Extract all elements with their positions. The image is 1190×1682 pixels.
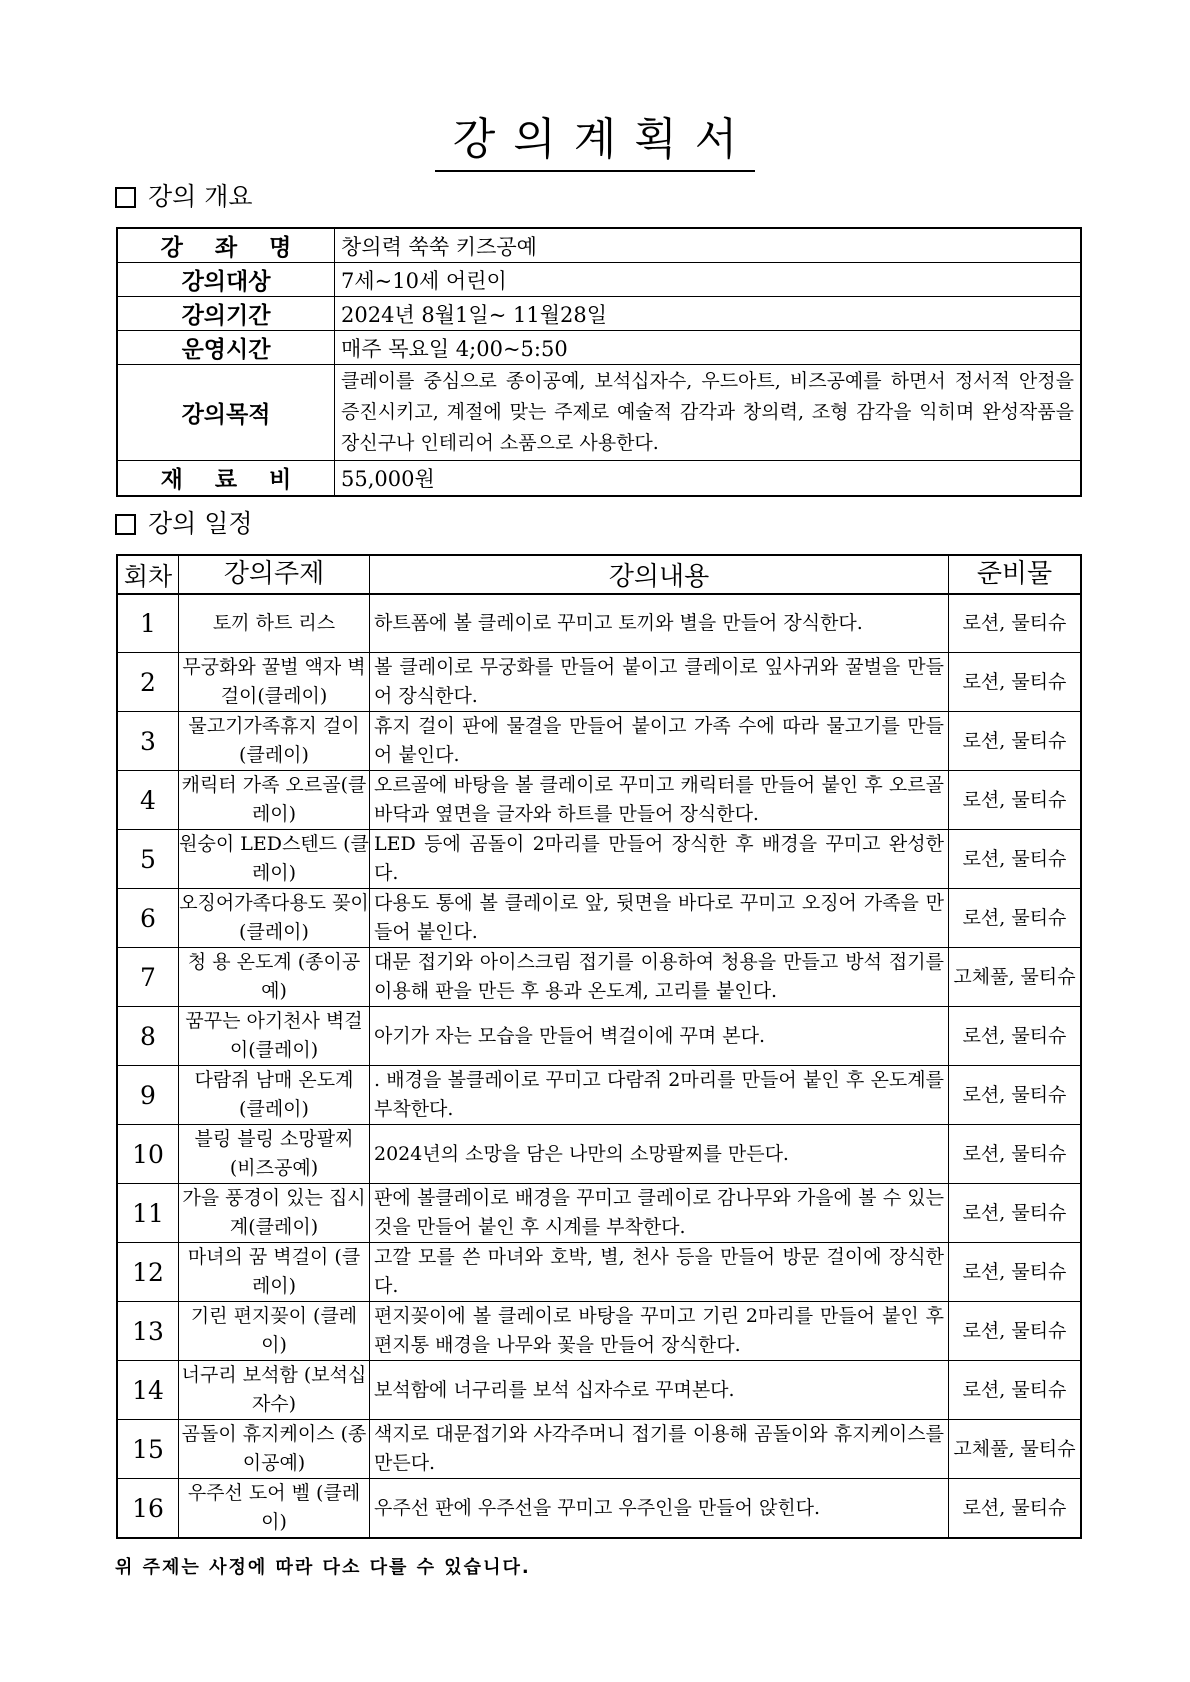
schedule-num-cell: 12	[117, 1243, 179, 1302]
schedule-heading	[115, 507, 253, 541]
overview-value: 7세~10세 어린이	[335, 263, 1082, 297]
schedule-content-cell: 아기가 자는 모습을 만들어 벽걸이에 꾸며 본다.	[370, 1007, 949, 1066]
schedule-num-cell: 5	[117, 830, 179, 889]
overview-row	[117, 365, 1081, 461]
schedule-row	[117, 1302, 1081, 1361]
schedule-row	[117, 1420, 1081, 1479]
schedule-num-cell: 6	[117, 889, 179, 948]
schedule-content-cell: 대문 접기와 아이스크림 접기를 이용하여 청용을 만들고 방석 접기를 이용해 판을 만든 후 용과 온도계, 고리를 붙인다.	[370, 948, 949, 1007]
schedule-content-cell: 편지꽂이에 볼 클레이로 바탕을 꾸미고 기린 2마리를 만들어 붙인 후 편지통 배경을 나무와 꽃을 만들어 장식한다.	[370, 1302, 949, 1361]
overview-label: 강의대상	[117, 263, 335, 297]
overview-label: 재 료 비	[117, 461, 335, 496]
overview-row	[117, 263, 1081, 297]
overview-row	[117, 297, 1081, 331]
overview-row	[117, 331, 1081, 365]
schedule-topic-cell: 오징어가족다용도 꽂이(클레이)	[179, 889, 370, 948]
schedule-materials-cell: 로션, 물티슈	[949, 771, 1082, 830]
schedule-topic-cell: 무궁화와 꿀벌 액자 벽걸이(클레이)	[179, 653, 370, 712]
schedule-topic-cell: 다람쥐 남매 온도계 (클레이)	[179, 1066, 370, 1125]
schedule-num-cell: 1	[117, 594, 179, 653]
schedule-content-cell: 보석함에 너구리를 보석 십자수로 꾸며본다.	[370, 1361, 949, 1420]
schedule-content-cell: 하트폼에 볼 클레이로 꾸미고 토끼와 별을 만들어 장식한다.	[370, 594, 949, 653]
schedule-num-cell: 9	[117, 1066, 179, 1125]
schedule-num-cell: 15	[117, 1420, 179, 1479]
schedule-row	[117, 1243, 1081, 1302]
header-num: 회차	[117, 555, 179, 594]
schedule-topic-cell: 꿈꾸는 아기천사 벽걸이(클레이)	[179, 1007, 370, 1066]
schedule-row	[117, 830, 1081, 889]
schedule-content-cell: 색지로 대문접기와 사각주머니 접기를 이용해 곰돌이와 휴지케이스를 만든다.	[370, 1420, 949, 1479]
schedule-content-cell: 다용도 통에 볼 클레이로 앞, 뒷면을 바다로 꾸미고 오징어 가족을 만들어 붙인다.	[370, 889, 949, 948]
schedule-row	[117, 1007, 1081, 1066]
schedule-topic-cell: 곰돌이 휴지케이스 (종이공예)	[179, 1420, 370, 1479]
schedule-table	[116, 554, 1082, 1539]
schedule-materials-cell: 로션, 물티슈	[949, 1125, 1082, 1184]
overview-value: 55,000원	[335, 461, 1082, 496]
overview-label: 강의기간	[117, 297, 335, 331]
overview-table	[116, 227, 1082, 497]
overview-heading-text: 강의 개요	[148, 182, 253, 211]
overview-value: 클레이를 중심으로 종이공예, 보석십자수, 우드아트, 비즈공예를 하면서 정서적 안정을 증진시키고, 계절에 맞는 주제로 예술적 감각과 창의력, 조형 감각을 익히며 완성작품을 장신구나 인테리어 소품으로 사용한다.	[335, 365, 1082, 461]
schedule-materials-cell: 고체풀, 물티슈	[949, 1420, 1082, 1479]
schedule-topic-cell: 토끼 하트 리스	[179, 594, 370, 653]
footnote: 위 주제는 사정에 따라 다소 다를 수 있습니다.	[115, 1557, 531, 1578]
schedule-materials-cell: 로션, 물티슈	[949, 830, 1082, 889]
overview-value: 2024년 8월1일~ 11월28일	[335, 297, 1082, 331]
header-topic: 강의주제	[179, 555, 370, 594]
schedule-num-cell: 10	[117, 1125, 179, 1184]
schedule-num-cell: 14	[117, 1361, 179, 1420]
schedule-body	[117, 594, 1081, 1538]
schedule-materials-cell: 로션, 물티슈	[949, 1066, 1082, 1125]
schedule-materials-cell: 로션, 물티슈	[949, 1361, 1082, 1420]
schedule-topic-cell: 원숭이 LED스텐드 (클레이)	[179, 830, 370, 889]
schedule-content-cell: 휴지 걸이 판에 물결을 만들어 붙이고 가족 수에 따라 물고기를 만들어 붙인다.	[370, 712, 949, 771]
schedule-content-cell: 오르골에 바탕을 볼 클레이로 꾸미고 캐릭터를 만들어 붙인 후 오르골 바닥과 옆면을 글자와 하트를 만들어 장식한다.	[370, 771, 949, 830]
overview-heading	[115, 180, 253, 214]
schedule-num-cell: 8	[117, 1007, 179, 1066]
schedule-materials-cell: 로션, 물티슈	[949, 1302, 1082, 1361]
schedule-topic-cell: 마녀의 꿈 벽걸이 (클레이)	[179, 1243, 370, 1302]
schedule-num-cell: 3	[117, 712, 179, 771]
schedule-topic-cell: 너구리 보석함 (보석십자수)	[179, 1361, 370, 1420]
schedule-row	[117, 1125, 1081, 1184]
overview-value: 매주 목요일 4;00~5:50	[335, 331, 1082, 365]
schedule-row	[117, 594, 1081, 653]
schedule-materials-cell: 로션, 물티슈	[949, 653, 1082, 712]
schedule-materials-cell: 로션, 물티슈	[949, 1243, 1082, 1302]
schedule-row	[117, 1479, 1081, 1539]
schedule-heading-text: 강의 일정	[148, 509, 253, 538]
schedule-topic-cell: 물고기가족휴지 걸이(클레이)	[179, 712, 370, 771]
schedule-topic-cell: 가을 풍경이 있는 집시계(클레이)	[179, 1184, 370, 1243]
schedule-row	[117, 712, 1081, 771]
schedule-num-cell: 11	[117, 1184, 179, 1243]
schedule-materials-cell: 로션, 물티슈	[949, 712, 1082, 771]
schedule-content-cell: . 배경을 볼클레이로 꾸미고 다람쥐 2마리를 만들어 붙인 후 온도계를 부착한다.	[370, 1066, 949, 1125]
overview-row	[117, 228, 1081, 263]
schedule-content-cell: 2024년의 소망을 담은 나만의 소망팔찌를 만든다.	[370, 1125, 949, 1184]
checkbox-icon	[115, 187, 136, 208]
schedule-num-cell: 7	[117, 948, 179, 1007]
schedule-topic-cell: 블링 블링 소망팔찌 (비즈공예)	[179, 1125, 370, 1184]
schedule-materials-cell: 고체풀, 물티슈	[949, 948, 1082, 1007]
overview-label: 강 좌 명	[117, 228, 335, 263]
schedule-content-cell: 우주선 판에 우주선을 꾸미고 우주인을 만들어 앉힌다.	[370, 1479, 949, 1539]
schedule-header-row	[117, 555, 1081, 594]
schedule-num-cell: 16	[117, 1479, 179, 1539]
schedule-topic-cell: 청 용 온도계 (종이공예)	[179, 948, 370, 1007]
schedule-row	[117, 889, 1081, 948]
overview-label: 운영시간	[117, 331, 335, 365]
checkbox-icon	[115, 514, 136, 535]
overview-value: 창의력 쑥쑥 키즈공예	[335, 228, 1082, 263]
overview-row	[117, 461, 1081, 496]
schedule-content-cell: 볼 클레이로 무궁화를 만들어 붙이고 클레이로 잎사귀와 꿀벌을 만들어 장식한다.	[370, 653, 949, 712]
schedule-topic-cell: 우주선 도어 벨 (클레이)	[179, 1479, 370, 1539]
document-title: 강의계획서	[0, 112, 1190, 172]
schedule-row	[117, 771, 1081, 830]
schedule-num-cell: 2	[117, 653, 179, 712]
schedule-materials-cell: 로션, 물티슈	[949, 1479, 1082, 1539]
schedule-materials-cell: 로션, 물티슈	[949, 889, 1082, 948]
schedule-materials-cell: 로션, 물티슈	[949, 594, 1082, 653]
schedule-row	[117, 1066, 1081, 1125]
schedule-materials-cell: 로션, 물티슈	[949, 1007, 1082, 1066]
schedule-content-cell: 고깔 모를 쓴 마녀와 호박, 별, 천사 등을 만들어 방문 걸이에 장식한다.	[370, 1243, 949, 1302]
schedule-row	[117, 1361, 1081, 1420]
schedule-topic-cell: 기린 편지꽂이 (클레이)	[179, 1302, 370, 1361]
schedule-num-cell: 13	[117, 1302, 179, 1361]
schedule-content-cell: 판에 볼클레이로 배경을 꾸미고 클레이로 감나무와 가을에 볼 수 있는 것을 만들어 붙인 후 시계를 부착한다.	[370, 1184, 949, 1243]
header-materials: 준비물	[949, 555, 1082, 594]
schedule-topic-cell: 캐릭터 가족 오르골(클레이)	[179, 771, 370, 830]
schedule-row	[117, 1184, 1081, 1243]
schedule-num-cell: 4	[117, 771, 179, 830]
schedule-content-cell: LED 등에 곰돌이 2마리를 만들어 장식한 후 배경을 꾸미고 완성한다.	[370, 830, 949, 889]
header-content: 강의내용	[370, 555, 949, 594]
overview-label: 강의목적	[117, 365, 335, 461]
schedule-row	[117, 948, 1081, 1007]
schedule-materials-cell: 로션, 물티슈	[949, 1184, 1082, 1243]
schedule-row	[117, 653, 1081, 712]
